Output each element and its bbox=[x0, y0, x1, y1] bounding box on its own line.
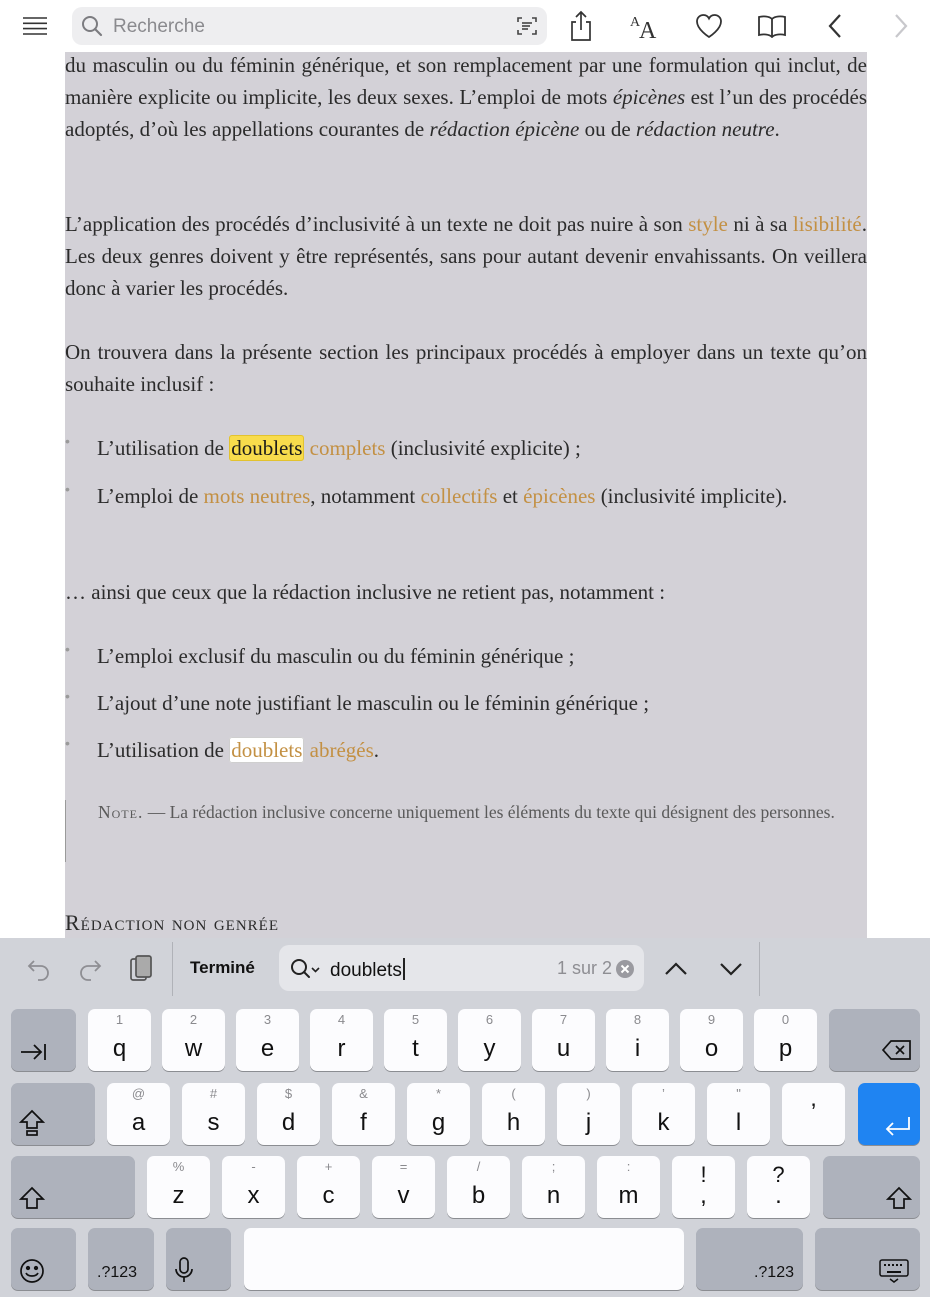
link-collectifs[interactable]: collectifs bbox=[420, 484, 498, 508]
bullet: • bbox=[65, 481, 70, 497]
match-count: 1 sur 2 bbox=[556, 958, 612, 978]
link-style[interactable]: style bbox=[688, 212, 728, 236]
book-icon[interactable] bbox=[752, 8, 792, 44]
link-complets[interactable]: complets bbox=[309, 436, 386, 460]
key-d[interactable]: $ d bbox=[257, 1083, 320, 1145]
dictation-key[interactable] bbox=[166, 1228, 231, 1290]
key-p[interactable]: 0 p bbox=[754, 1009, 817, 1071]
paste-icon[interactable] bbox=[124, 952, 158, 986]
backspace-icon bbox=[882, 1039, 912, 1061]
redo-icon[interactable] bbox=[73, 952, 107, 986]
key-a[interactable]: @ a bbox=[107, 1083, 170, 1145]
key-v[interactable]: = v bbox=[372, 1156, 435, 1218]
key-comma[interactable]: ! , bbox=[672, 1156, 735, 1218]
divider bbox=[172, 942, 173, 996]
scan-text-icon[interactable] bbox=[515, 14, 539, 43]
list-item: • L’ajout d’une note justifiant le masculin ou le féminin générique ; bbox=[65, 688, 650, 715]
shift-icon bbox=[886, 1186, 912, 1210]
bullet: • bbox=[65, 735, 70, 751]
key-o[interactable]: 9 o bbox=[680, 1009, 743, 1071]
search-match-current[interactable]: doublets bbox=[231, 436, 303, 460]
key-e[interactable]: 3 e bbox=[236, 1009, 299, 1071]
delete-key[interactable] bbox=[829, 1009, 920, 1071]
list-item: • L’emploi exclusif du masculin ou du féminin générique ; bbox=[65, 641, 575, 668]
svg-text:A: A bbox=[630, 15, 641, 30]
list-item: • L’emploi de mots neutres, notamment collectifs et épicènes (inclusivité implicite). bbox=[65, 481, 788, 508]
search-icon bbox=[80, 14, 104, 43]
bullet: • bbox=[65, 641, 70, 657]
shift-icon bbox=[19, 1186, 45, 1210]
list-item: • L’utilisation de doublets abrégés. bbox=[65, 735, 380, 762]
reader-toolbar bbox=[0, 0, 930, 52]
microphone-icon bbox=[174, 1256, 194, 1284]
key-t[interactable]: 5 t bbox=[384, 1009, 447, 1071]
paragraph-2: L’application des procédés d’inclusivité à un texte ne doit pas nuire à son style ni à sa lisibilité. Les deux genres doivent y être représentés, sans pour autant devenir envahissants. On veillera donc à varier les procédés. bbox=[65, 212, 867, 300]
link-abreges[interactable]: abrégés bbox=[309, 738, 374, 762]
numbers-key-left[interactable]: .?123 bbox=[88, 1228, 154, 1290]
done-button[interactable]: Terminé bbox=[190, 958, 255, 977]
favorite-heart-icon[interactable] bbox=[689, 8, 729, 44]
list-item: • L’utilisation de doublets complets (inclusivité explicite) ; bbox=[65, 433, 581, 460]
text-size-icon[interactable] bbox=[625, 8, 665, 44]
key-q[interactable]: 1 q bbox=[88, 1009, 151, 1071]
paragraph-4: … ainsi que ceux que la rédaction inclusive ne retient pas, notamment : bbox=[65, 580, 666, 604]
link-epicenes[interactable]: épicènes bbox=[523, 484, 596, 508]
note-rule bbox=[65, 800, 66, 862]
key-h[interactable]: ( h bbox=[482, 1083, 545, 1145]
caps-lock-icon bbox=[19, 1109, 45, 1137]
link-lisibilite[interactable]: lisibilité bbox=[792, 212, 862, 236]
next-chevron-icon[interactable] bbox=[881, 8, 921, 44]
caps-lock-key[interactable] bbox=[11, 1083, 95, 1145]
key-u[interactable]: 7 u bbox=[532, 1009, 595, 1071]
key-m[interactable]: : m bbox=[597, 1156, 660, 1218]
paragraph-3: On trouvera dans la présente section les principaux procédés à employer dans un texte qu’on souhaite inclusif : bbox=[65, 340, 867, 396]
previous-match-icon[interactable] bbox=[659, 952, 693, 986]
tab-key[interactable] bbox=[11, 1009, 76, 1071]
undo-icon[interactable] bbox=[22, 952, 56, 986]
next-match-icon[interactable] bbox=[714, 952, 748, 986]
text-caret bbox=[403, 958, 405, 980]
previous-chevron-icon[interactable] bbox=[815, 8, 855, 44]
emoji-icon bbox=[19, 1258, 45, 1284]
note-text: — La rédaction inclusive concerne uniquement les éléments du texte qui désignent des personnes. bbox=[143, 802, 835, 822]
svg-text:A: A bbox=[639, 18, 657, 41]
shift-right-key[interactable] bbox=[823, 1156, 920, 1218]
key-r[interactable]: 4 r bbox=[310, 1009, 373, 1071]
search-input[interactable] bbox=[72, 7, 547, 45]
paragraph-1: du masculin ou du féminin générique, et son remplacement par une formulation qui inclut, de manière explicite ou implicite, les deux sexes. L’emploi de mots épicènes est l’un des procédés adoptés, d’où les appellations courantes de rédaction épicène ou de rédaction neutre. bbox=[65, 53, 867, 141]
clear-icon[interactable] bbox=[615, 959, 635, 984]
key-y[interactable]: 6 y bbox=[458, 1009, 521, 1071]
on-screen-keyboard bbox=[0, 1000, 930, 1297]
keyboard-dismiss-icon bbox=[878, 1258, 910, 1284]
search-match-other[interactable]: doublets bbox=[231, 738, 303, 762]
search-placeholder: Recherche bbox=[113, 16, 205, 37]
key-z[interactable]: % z bbox=[147, 1156, 210, 1218]
shift-left-key[interactable] bbox=[11, 1156, 135, 1218]
key-l[interactable]: " l bbox=[707, 1083, 770, 1145]
key-k[interactable]: ’ k bbox=[632, 1083, 695, 1145]
key-s[interactable]: # s bbox=[182, 1083, 245, 1145]
find-bar bbox=[0, 938, 930, 1000]
key-n[interactable]: ; n bbox=[522, 1156, 585, 1218]
key-j[interactable]: ) j bbox=[557, 1083, 620, 1145]
key-f[interactable]: & f bbox=[332, 1083, 395, 1145]
section-heading: Rédaction non genrée bbox=[65, 910, 279, 935]
divider bbox=[759, 942, 760, 996]
key-c[interactable]: + c bbox=[297, 1156, 360, 1218]
key-period[interactable]: ? . bbox=[747, 1156, 810, 1218]
space-bar[interactable] bbox=[244, 1228, 684, 1290]
bullet: • bbox=[65, 688, 70, 704]
key-g[interactable]: * g bbox=[407, 1083, 470, 1145]
note-block bbox=[65, 796, 867, 862]
emoji-key[interactable] bbox=[11, 1228, 76, 1290]
numbers-key-right[interactable]: .?123 bbox=[696, 1228, 803, 1290]
search-options-icon[interactable] bbox=[290, 957, 322, 986]
find-query: doublets bbox=[330, 960, 402, 981]
link-mots-neutres[interactable]: mots neutres bbox=[203, 484, 311, 508]
find-input[interactable] bbox=[279, 945, 644, 991]
document-page bbox=[65, 52, 867, 938]
key-w[interactable]: 2 w bbox=[162, 1009, 225, 1071]
return-key[interactable] bbox=[858, 1083, 920, 1145]
key-apostrophe[interactable]: ’ bbox=[782, 1083, 845, 1145]
key-x[interactable]: - x bbox=[222, 1156, 285, 1218]
tab-icon bbox=[19, 1041, 47, 1063]
share-icon[interactable] bbox=[561, 8, 601, 44]
return-icon bbox=[884, 1115, 912, 1137]
hide-keyboard-key[interactable] bbox=[815, 1228, 920, 1290]
menu-icon[interactable] bbox=[15, 8, 55, 44]
key-b[interactable]: / b bbox=[447, 1156, 510, 1218]
key-i[interactable]: 8 i bbox=[606, 1009, 669, 1071]
note-label: Note. bbox=[98, 802, 144, 822]
bullet: • bbox=[65, 433, 70, 449]
